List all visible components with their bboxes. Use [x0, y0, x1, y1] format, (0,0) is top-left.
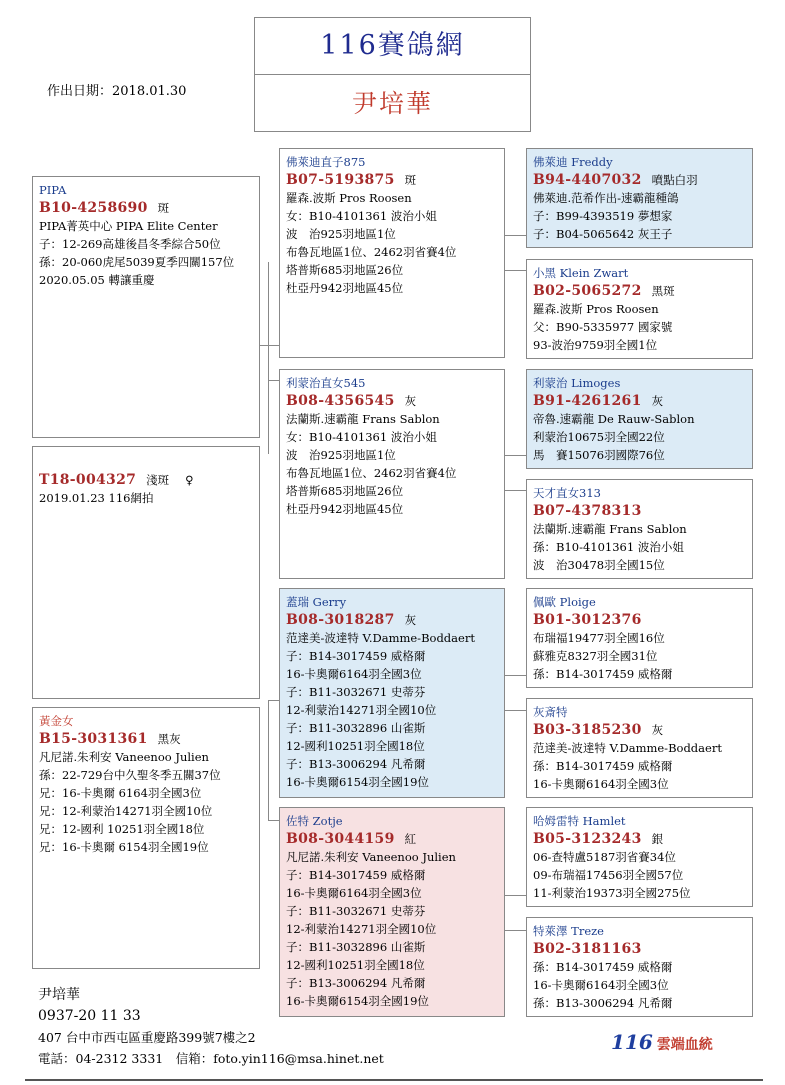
logo-number: 116 — [611, 1030, 653, 1054]
gen3-line: 孫：B14-3017459 威格爾 — [533, 960, 673, 974]
gen2-ring: B08-3018287 — [286, 612, 395, 628]
gen2-line: 子：B11-3032896 山雀斯 — [286, 721, 426, 735]
gen2-line: 波 治925羽地區1位 — [286, 448, 396, 462]
title-box — [254, 17, 531, 132]
gen3-name: 特萊澤 Treze — [533, 924, 604, 938]
gen3-line: 子：B04-5065642 灰王子 — [533, 227, 673, 241]
gen3-name: 小黑 Klein Zwart — [533, 266, 629, 280]
gen3-name: 利蒙治 Limoges — [533, 376, 621, 390]
gen2-line: 16-卡奧爾6154羽全國19位 — [286, 994, 429, 1008]
connector-line — [268, 820, 279, 821]
gen2-line: 法蘭斯.速霸龍 Frans Sablon — [286, 412, 440, 426]
gen2-name: 佐特 Zotje — [286, 814, 343, 828]
subject-line: 2020.05.05 轉讓重慶 — [39, 273, 155, 287]
gen3-name: 哈姆雷特 Hamlet — [533, 814, 626, 828]
gen2-line: 子：B13-3006294 凡希爾 — [286, 757, 426, 771]
offspring-box — [32, 446, 260, 699]
offspring-line: 2019.01.23 116網拍 — [39, 491, 154, 505]
gen2-line: 16-卡奧爾6164羽全國3位 — [286, 667, 422, 681]
gen3-line: 11-利蒙治19373羽全國275位 — [533, 886, 691, 900]
gen3-line: 孫：B13-3006294 凡希爾 — [533, 996, 673, 1010]
dam-line: 凡尼諾.朱利安 Vaneenoo Julien — [39, 750, 209, 764]
gen3-line: 16-卡奧爾6164羽全國3位 — [533, 978, 669, 992]
gen2-color: 灰 — [404, 613, 417, 627]
dam-color: 黑灰 — [157, 732, 181, 746]
gen3-line: 馬 賽15076羽國際76位 — [533, 448, 665, 462]
gen2-line: 塔普斯685羽地區26位 — [286, 484, 404, 498]
gen2-line: 子：B11-3032671 史蒂芬 — [286, 685, 426, 699]
footer-name: 尹培華 — [38, 987, 80, 1003]
gen3-line: 93-波治9759羽全國1位 — [533, 338, 658, 352]
logo — [611, 1030, 713, 1054]
subject-line: 孫：20-060虎尾5039夏季四關157位 — [39, 255, 235, 269]
gen3-line: 孫：B14-3017459 威格爾 — [533, 667, 673, 681]
offspring-sex: ♀ — [185, 473, 194, 487]
connector-line — [505, 235, 526, 236]
connector-line — [260, 345, 279, 346]
gen2-line: 杜亞丹942羽地區45位 — [286, 281, 404, 295]
gen2-line: 12-國利10251羽全國18位 — [286, 958, 425, 972]
gen3-box — [526, 807, 753, 907]
gen3-line: 波 治30478羽全國15位 — [533, 558, 665, 572]
gen3-box — [526, 917, 753, 1017]
gen3-ring: B07-4378313 — [533, 503, 642, 519]
gen3-box — [526, 369, 753, 469]
gen2-color: 斑 — [404, 173, 417, 187]
gen2-line: 羅森.波斯 Pros Roosen — [286, 191, 412, 205]
offspring-color: 淺斑 — [146, 473, 170, 487]
subject-ring: B10-4258690 — [39, 200, 148, 216]
gen3-line: 利蒙治10675羽全國22位 — [533, 430, 665, 444]
dam-line: 兄：16-卡奧爾 6164羽全國3位 — [39, 786, 202, 800]
gen2-name: 蓋瑞 Gerry — [286, 595, 347, 609]
gen3-ring: B02-5065272 — [533, 283, 642, 299]
gen3-box — [526, 479, 753, 579]
gen2-line: 杜亞丹942羽地區45位 — [286, 502, 404, 516]
gen2-line: 子：B11-3032671 史蒂芬 — [286, 904, 426, 918]
gen2-color: 紅 — [404, 832, 417, 846]
gen2-line: 12-國利10251羽全國18位 — [286, 739, 425, 753]
dam-ring: B15-3031361 — [39, 731, 148, 747]
logo-text: 雲端血統 — [656, 1037, 713, 1053]
gen3-line: 子：B99-4393519 夢想家 — [533, 209, 673, 223]
connector-line — [268, 700, 279, 701]
gen3-line: 父：B90-5335977 國家號 — [533, 320, 673, 334]
gen2-line: 布魯瓦地區1位、2462羽省賽4位 — [286, 245, 457, 259]
gen3-color: 噴點白羽 — [651, 173, 698, 187]
footer-contact: 電話：04-2312 3331 信箱：foto.yin116@msa.hinet.net — [38, 1051, 384, 1066]
gen2-line: 12-利蒙治14271羽全國10位 — [286, 703, 437, 717]
gen3-line: 09-布瑞福17456羽全國57位 — [533, 868, 684, 882]
gen2-name: 佛萊迪直子875 — [286, 155, 366, 169]
gen3-box — [526, 698, 753, 798]
subject-name: PIPA — [39, 183, 67, 197]
connector-line — [505, 930, 526, 931]
gen3-color: 黑斑 — [651, 284, 675, 298]
gen3-line: 孫：B10-4101361 波治小姐 — [533, 540, 684, 554]
connector-line — [505, 675, 526, 676]
gen2-line: 凡尼諾.朱利安 Vaneenoo Julien — [286, 850, 456, 864]
connector-line — [268, 700, 269, 820]
subject-line: 子：12-269高雄後昌冬季綜合50位 — [39, 237, 221, 251]
gen2-box — [279, 369, 505, 579]
gen3-line: 佛萊迪.范希作出-速霸龍種鴿 — [533, 191, 679, 205]
gen2-line: 12-利蒙治14271羽全國10位 — [286, 922, 437, 936]
gen3-line: 16-卡奧爾6164羽全國3位 — [533, 777, 669, 791]
date-label: 作出日期：2018.01.30 — [47, 84, 187, 99]
connector-line — [505, 895, 526, 896]
gen2-line: 女：B10-4101361 波治小姐 — [286, 430, 437, 444]
dam-line: 兄：12-國利 10251羽全國18位 — [39, 822, 205, 836]
gen2-color: 灰 — [404, 394, 417, 408]
gen3-color: 灰 — [651, 394, 664, 408]
gen3-box — [526, 588, 753, 688]
gen3-line: 帝魯.速霸龍 De Rauw-Sablon — [533, 412, 695, 426]
gen3-box — [526, 259, 753, 359]
dam-line: 兄：16-卡奧爾 6154羽全國19位 — [39, 840, 209, 854]
gen2-line: 布魯瓦地區1位、2462羽省賽4位 — [286, 466, 457, 480]
site-title: 116賽鴿網 — [255, 18, 530, 75]
connector-line — [505, 270, 526, 271]
connector-line — [505, 455, 526, 456]
gen2-box — [279, 148, 505, 358]
connector-line — [268, 262, 269, 454]
gen3-ring: B94-4407032 — [533, 172, 642, 188]
dam-box — [32, 707, 260, 969]
connector-line — [505, 490, 526, 491]
dam-name: 黃金女 — [39, 714, 74, 728]
gen3-ring: B01-3012376 — [533, 612, 642, 628]
subject-box — [32, 176, 260, 438]
gen3-line: 范達美-波達特 V.Damme-Boddaert — [533, 741, 722, 755]
gen2-line: 塔普斯685羽地區26位 — [286, 263, 404, 277]
gen2-ring: B08-4356545 — [286, 393, 395, 409]
gen3-line: 羅森.波斯 Pros Roosen — [533, 302, 659, 316]
connector-line — [268, 380, 279, 381]
subject-line: PIPA菁英中心 PIPA Elite Center — [39, 219, 218, 233]
dam-line: 兄：12-利蒙治14271羽全國10位 — [39, 804, 213, 818]
gen2-ring: B07-5193875 — [286, 172, 395, 188]
gen2-line: 子：B14-3017459 威格爾 — [286, 649, 426, 663]
owner-name: 尹培華 — [351, 89, 433, 118]
gen3-color: 銀 — [651, 832, 664, 846]
connector-line — [505, 710, 526, 711]
gen3-name: 佩歐 Ploige — [533, 595, 596, 609]
gen3-line: 06-查特盧5187羽省賽34位 — [533, 850, 676, 864]
dam-line: 孫：22-729台中久聖冬季五關37位 — [39, 768, 221, 782]
gen2-line: 子：B13-3006294 凡希爾 — [286, 976, 426, 990]
footer — [38, 985, 384, 1069]
gen3-ring: B02-3181163 — [533, 941, 642, 957]
gen3-line: 布瑞福19477羽全國16位 — [533, 631, 665, 645]
gen2-line: 女：B10-4101361 波治小姐 — [286, 209, 437, 223]
gen2-line: 波 治925羽地區1位 — [286, 227, 396, 241]
gen2-line: 子：B11-3032896 山雀斯 — [286, 940, 426, 954]
gen3-ring: B03-3185230 — [533, 722, 642, 738]
gen3-name: 佛萊迪 Freddy — [533, 155, 613, 169]
gen3-line: 蘇雅克8327羽全國31位 — [533, 649, 658, 663]
gen2-name: 利蒙治直女545 — [286, 376, 366, 390]
gen2-box — [279, 588, 505, 798]
offspring-ring: T18-004327 — [39, 472, 137, 488]
footer-phone: 0937-20 11 33 — [38, 1008, 141, 1024]
gen2-line: 范達美-波達特 V.Damme-Boddaert — [286, 631, 475, 645]
gen3-color: 灰 — [651, 723, 664, 737]
gen3-line: 孫：B14-3017459 威格爾 — [533, 759, 673, 773]
gen2-line: 16-卡奧爾6154羽全國19位 — [286, 775, 429, 789]
gen3-name: 天才直女313 — [533, 486, 601, 500]
gen3-name: 灰斎特 — [533, 705, 568, 719]
subject-color: 斑 — [157, 201, 170, 215]
gen2-line: 子：B14-3017459 威格爾 — [286, 868, 426, 882]
gen3-ring: B91-4261261 — [533, 393, 642, 409]
bottom-divider — [25, 1079, 763, 1081]
gen2-line: 16-卡奧爾6164羽全國3位 — [286, 886, 422, 900]
gen3-box — [526, 148, 753, 248]
gen3-ring: B05-3123243 — [533, 831, 642, 847]
gen2-ring: B08-3044159 — [286, 831, 395, 847]
gen3-line: 法蘭斯.速霸龍 Frans Sablon — [533, 522, 687, 536]
footer-address: 407 台中市西屯區重慶路399號7樓之2 — [38, 1030, 256, 1045]
